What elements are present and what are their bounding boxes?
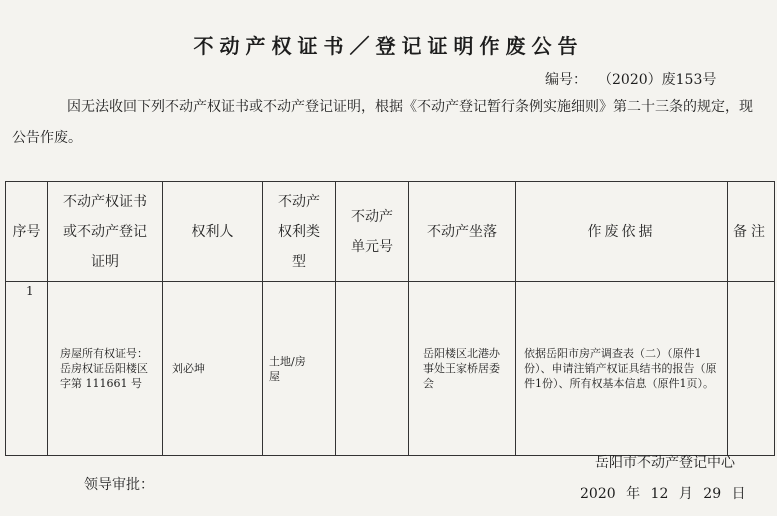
header-basis: 作废依据 [516, 182, 728, 282]
row-holder: 刘必坤 [163, 282, 263, 456]
announcement-paragraph: 因无法收回下列不动产权证书或不动产登记证明，根据《不动产登记暂行条例实施细则》第二十三条的规定，现公告作废。 [12, 99, 753, 146]
document-number [545, 69, 716, 89]
table-row [6, 282, 775, 456]
issue-date [580, 483, 748, 503]
header-holder: 权利人 [163, 182, 263, 282]
table-header-row [6, 182, 775, 282]
date-month: 12 [650, 486, 669, 502]
row-right-type: 土地/房屋 [263, 282, 336, 456]
leader-approval-label: 领导审批： [84, 477, 154, 493]
document-title: 不动产权证书／登记证明作废公告 [193, 34, 584, 58]
header-certificate: 不动产权证书或不动产登记证明 [48, 182, 163, 282]
date-month-unit: 月 [678, 486, 693, 502]
date-year: 2020 [580, 486, 616, 502]
row-index: 1 [6, 282, 48, 456]
document-number-value: （2020）废153号 [605, 72, 717, 88]
row-location: 岳阳楼区北港办事处王家桥居委会 [409, 282, 516, 456]
row-remark [728, 282, 775, 456]
header-right-type: 不动产权利类型 [263, 182, 336, 282]
row-unit-no [336, 282, 409, 456]
header-location: 不动产坐落 [409, 182, 516, 282]
date-day-unit: 日 [731, 486, 746, 502]
issuing-organization: 岳阳市不动产登记中心 [595, 455, 735, 471]
document-number-label: 编号： [545, 72, 587, 88]
date-year-unit: 年 [626, 486, 641, 502]
header-unit-no: 不动产单元号 [336, 182, 409, 282]
header-index: 序号 [6, 182, 48, 282]
row-basis: 依据岳阳市房产调查表（二）（原件1份）、申请注销产权证具结书的报告（原件1份）、所有权基本信息（原件1页）。 [516, 282, 728, 456]
header-remark: 备注 [728, 182, 775, 282]
row-certificate: 房屋所有权证号：岳房权证岳阳楼区字第 111661 号 [48, 282, 163, 456]
void-certificates-table [5, 181, 775, 456]
date-day: 29 [703, 486, 722, 502]
